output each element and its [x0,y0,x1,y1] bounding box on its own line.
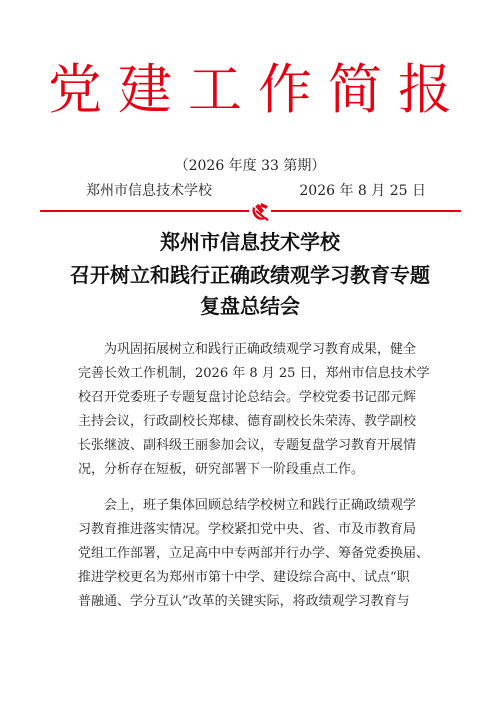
paragraph-line: 校召开党委班子专题复盘讨论总结会。学校党委书记邵元辉 [78,390,417,405]
paragraph-line: 为巩固拓展树立和践行正确政绩观学习教育成果，健全 [78,342,417,357]
paragraph-line: 普融通、学分互认”改革的关键实际，将政绩观学习教育与 [78,594,410,609]
paragraph-line: 主持会议，行政副校长郑棣、德育副校长朱荣涛、教学副校 [78,414,417,429]
masthead-title: 党建工作简报 [48,58,468,121]
issue-number: （2026 年度 33 第期） [174,158,326,174]
paragraph-line: 长张继波、副科级王丽参加会议，专题复盘学习教育开展情 [78,438,417,453]
headline-line-3: 复盘总结会 [200,294,300,318]
red-divider-right [271,210,461,212]
paragraph-1 [78,338,428,482]
headline-line-1: 郑州市信息技术学校 [160,230,340,254]
issue-date: 2026 年 8 月 25 日 [299,183,426,199]
paragraph-line: 完善长效工作机制，2026 年 8 月 25 日，郑州市信息技术学 [78,366,430,381]
issuing-organization: 郑州市信息技术学校 [86,183,212,199]
paragraph-line: 况，分析存在短板，研究部署下一阶段重点工作。 [78,462,365,477]
paragraph-line: 会上，班子集体回顾总结学校树立和践行正确政绩观学 [78,498,417,513]
party-emblem-icon [249,201,271,223]
paragraph-line: 习教育推进落实情况。学校紧扣党中央、省、市及市教育局 [78,522,417,537]
headline-line-2: 召开树立和践行正确政绩观学习教育专题 [70,263,430,287]
paragraph-line: 推进学校更名为郑州市第十中学、建设综合高中、试点“职 [78,570,410,585]
red-divider-left [40,210,249,212]
paragraph-line: 党组工作部署，立足高中中专两部并行办学、筹备党委换届、 [78,546,430,561]
paragraph-2 [78,494,428,614]
